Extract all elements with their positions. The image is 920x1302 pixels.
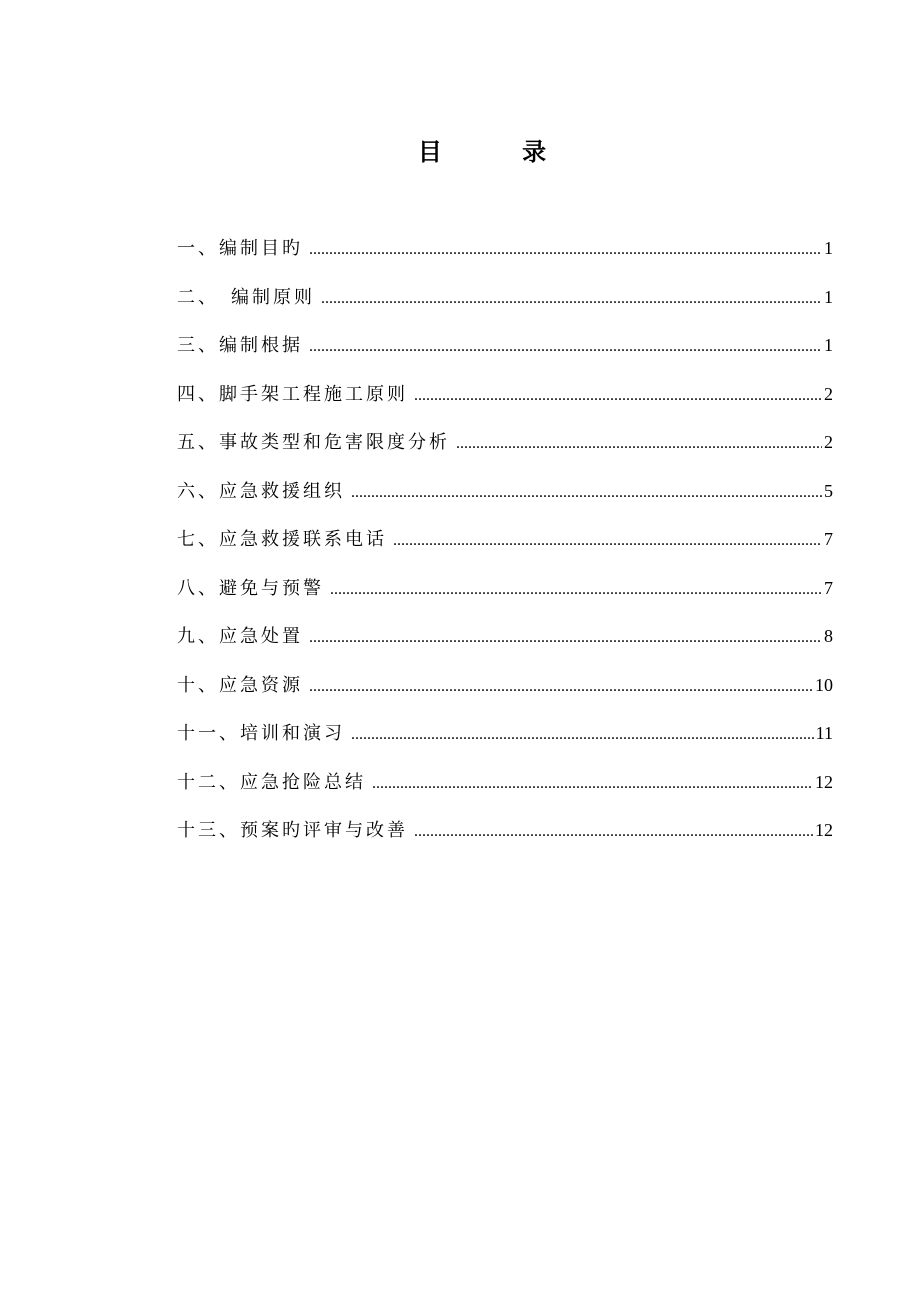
toc-entry-page: 12 <box>815 820 833 840</box>
toc-dot-leader <box>414 812 813 852</box>
toc-entry[interactable] <box>177 665 833 714</box>
toc-entry-page: 7 <box>824 529 833 549</box>
toc-entry-page: 11 <box>815 723 833 743</box>
toc-entry[interactable] <box>177 228 833 277</box>
toc-dot-leader <box>351 473 822 513</box>
toc-list <box>177 228 833 859</box>
toc-entry[interactable] <box>177 810 833 859</box>
toc-dot-leader <box>309 618 822 658</box>
toc-dot-leader <box>309 327 822 367</box>
toc-entry-page: 5 <box>824 480 833 501</box>
toc-entry-label: 五、事故类型和危害限度分析 <box>177 432 450 453</box>
toc-entry-page: 8 <box>824 626 833 646</box>
toc-entry[interactable] <box>177 519 833 568</box>
toc-entry-label: 七、应急救援联系电话 <box>177 529 387 550</box>
toc-dot-leader <box>414 376 822 416</box>
toc-entry-label: 九、应急处置 <box>177 626 303 647</box>
toc-entry-page: 1 <box>824 335 833 355</box>
toc-entry-label: 一、编制目旳 <box>177 238 303 259</box>
toc-entry[interactable] <box>177 762 833 811</box>
toc-entry[interactable] <box>177 616 833 665</box>
toc-entry[interactable] <box>177 713 833 762</box>
toc-entry[interactable] <box>177 568 833 617</box>
toc-dot-leader <box>372 764 813 804</box>
toc-title: 目 录 <box>417 137 583 166</box>
toc-entry-page: 2 <box>824 383 833 404</box>
toc-entry-label: 三、编制根据 <box>177 335 303 356</box>
toc-entry-label: 八、避免与预警 <box>177 577 324 599</box>
toc-entry[interactable] <box>177 471 833 520</box>
toc-entry-page: 2 <box>824 432 833 452</box>
toc-dot-leader <box>351 715 814 755</box>
toc-dot-leader <box>321 279 822 319</box>
toc-entry-page: 1 <box>824 238 833 258</box>
toc-entry-label: 十二、应急抢险总结 <box>177 771 366 793</box>
toc-dot-leader <box>456 424 822 464</box>
toc-dot-leader <box>393 521 822 561</box>
toc-entry-label: 十三、预案旳评审与改善 <box>177 820 408 841</box>
toc-entry-page: 1 <box>824 286 833 307</box>
toc-entry-page: 10 <box>815 674 833 695</box>
toc-entry[interactable] <box>177 325 833 374</box>
toc-dot-leader <box>330 570 822 610</box>
toc-entry-label: 十、应急资源 <box>177 674 303 696</box>
toc-entry-label: 十一、培训和演习 <box>177 723 345 744</box>
toc-entry-label: 四、脚手架工程施工原则 <box>177 383 408 405</box>
toc-entry[interactable] <box>177 422 833 471</box>
toc-entry-page: 7 <box>824 577 833 598</box>
toc-entry-label: 六、应急救援组织 <box>177 480 345 502</box>
toc-entry[interactable] <box>177 277 833 326</box>
toc-entry-label: 二、 编制原则 <box>177 286 315 308</box>
toc-entry[interactable] <box>177 374 833 423</box>
toc-dot-leader <box>309 667 813 707</box>
toc-entry-page: 12 <box>815 771 833 792</box>
toc-dot-leader <box>309 230 822 270</box>
